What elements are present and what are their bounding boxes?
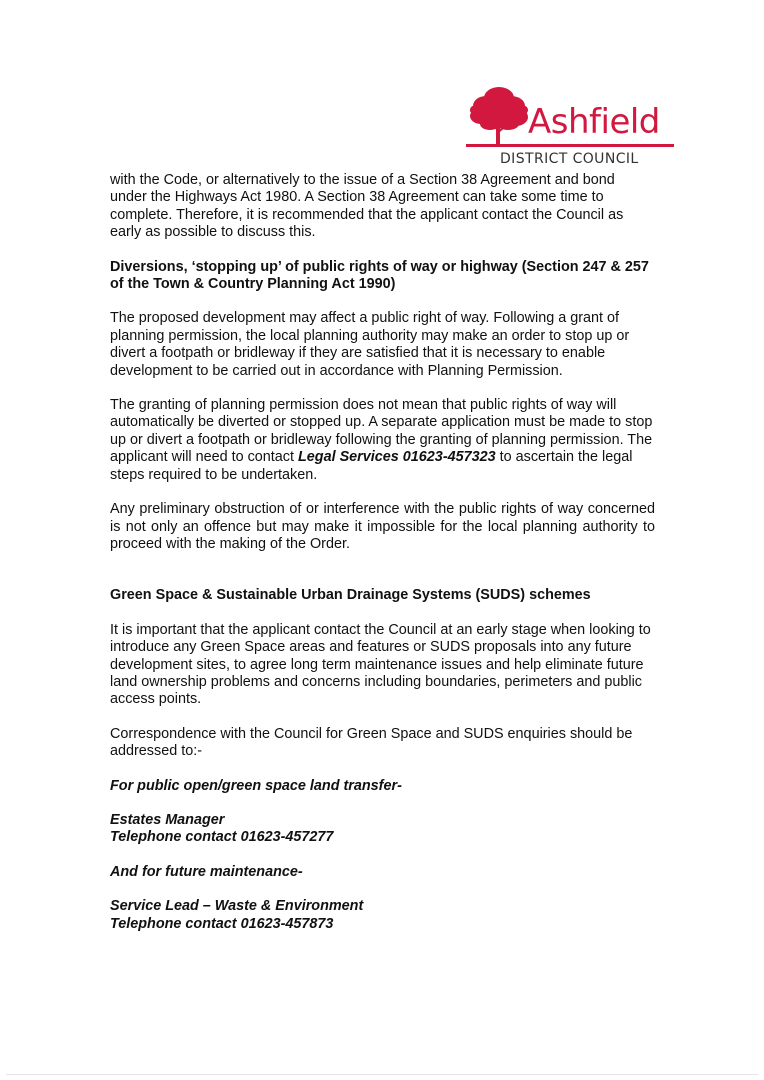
council-name: Ashfield [528, 102, 660, 142]
contact-phone-waste: Telephone contact 01623-457873 [110, 915, 334, 932]
contact-label-maintenance: And for future maintenance- [110, 863, 303, 880]
contact-role-estates: Estates Manager [110, 811, 225, 828]
logo-divider [466, 144, 674, 147]
paragraph-green-space-1: It is important that the applicant contact the Council at an early stage when looking to introduce any Green Space areas and features or SUDS proposals into any future development sites, to agree long term maintenance issues and help eliminate future land ownership problems and concerns including boundaries, perimeters and public access points. [110, 621, 651, 708]
council-logo [466, 84, 678, 170]
council-subtitle: DISTRICT COUNCIL [500, 151, 639, 167]
legal-services-contact: Legal Services 01623-457323 [298, 449, 496, 466]
section-heading-green-space: Green Space & Sustainable Urban Drainage Systems (SUDS) schemes [110, 587, 591, 604]
contact-label-land-transfer: For public open/green space land transfer- [110, 777, 402, 794]
oak-tree-icon [466, 84, 530, 146]
paragraph-green-space-2: Correspondence with the Council for Green Space and SUDS enquiries should be addressed to:- [110, 725, 633, 760]
paragraph-diversions-2 [110, 397, 655, 484]
paragraph-text: to ascertain the legal steps required to be undertaken. [110, 449, 633, 483]
document-body [110, 172, 655, 933]
intro-paragraph: with the Code, or alternatively to the issue of a Section 38 Agreement and bond under the Highways Act 1980. A Section 38 Agreement can take some time to complete. Therefore, it is recommended that the applicant contact the Council as early as possible to discuss this. [110, 172, 624, 241]
paragraph-diversions-3: Any preliminary obstruction of or interference with the public rights of way concerned is not only an offence but may make it impossible for the local planning authority to proceed with the making of the Order. [110, 501, 655, 552]
page-edge [6, 1074, 758, 1075]
section-heading-diversions: Diversions, ‘stopping up’ of public rights of way or highway (Section 247 & 257 of the Town & Country Planning Act 1990) [110, 258, 649, 293]
paragraph-text: The granting of planning permission does not mean that public rights of way will automatically be diverted or stopped up. A separate application must be made to stop up or divert a footpath or bridleway following the granting of planning permission. The applicant will need to contact [110, 397, 653, 466]
paragraph-diversions-1: The proposed development may affect a public right of way. Following a grant of planning permission, the local planning authority may make an order to stop up or divert a footpath or bridleway if they are satisfied that it is necessary to enable development to be carried out in accordance with Planning Permission. [110, 310, 630, 379]
contact-phone-estates: Telephone contact 01623-457277 [110, 829, 334, 846]
contact-role-waste: Service Lead – Waste & Environment [110, 898, 364, 915]
